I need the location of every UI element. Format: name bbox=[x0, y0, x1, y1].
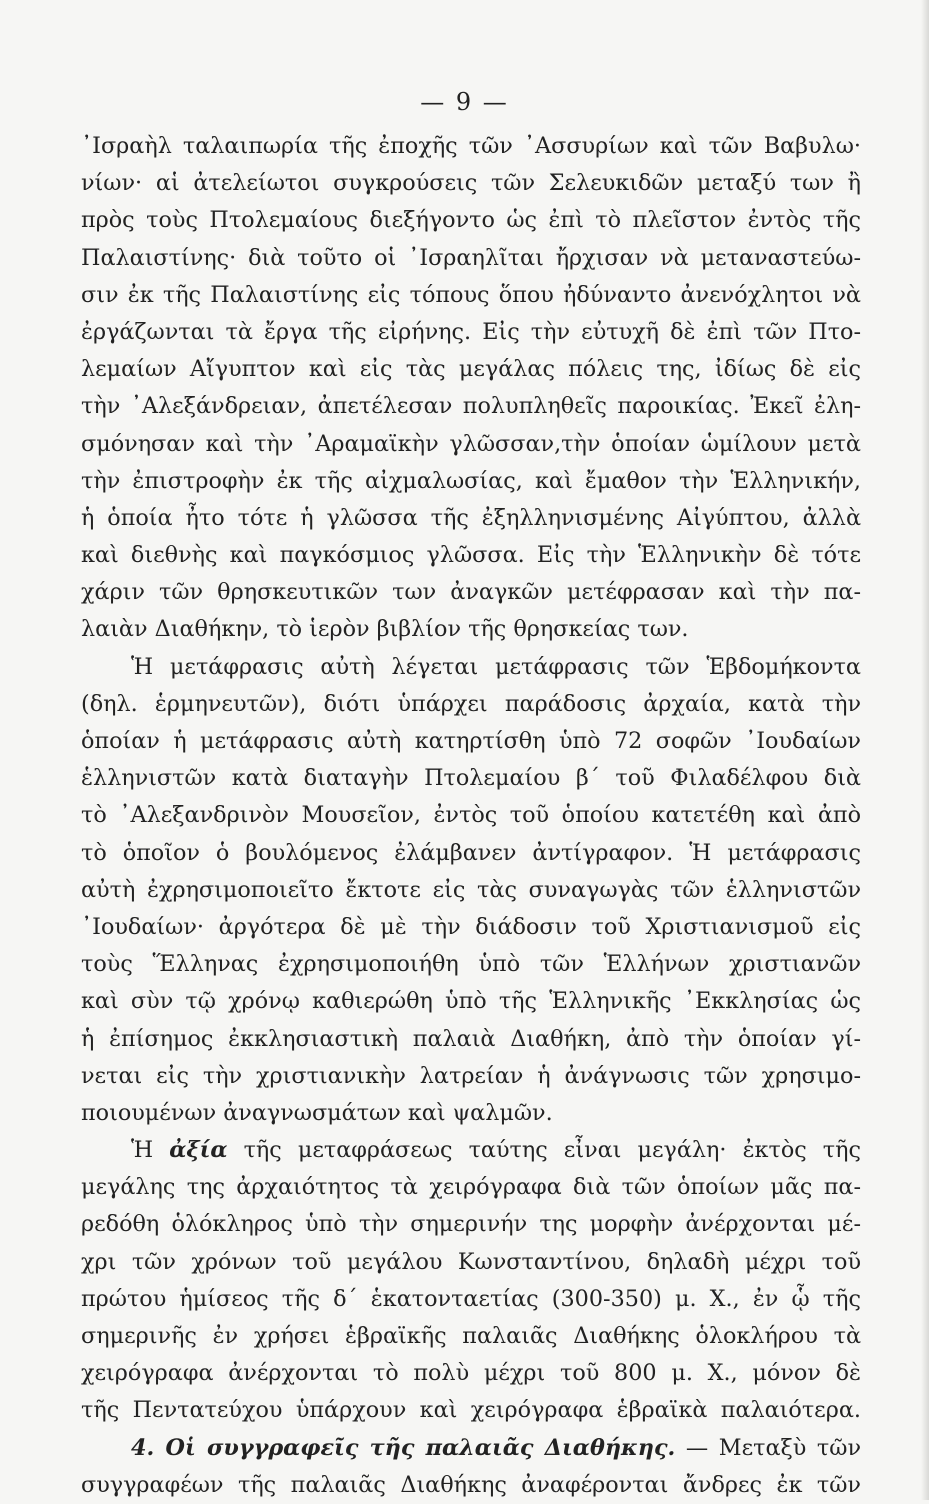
text-line: μεγάλης της ἀρχαιότητος τὰ χειρόγραφα διὰ τῶν ὁποίων μᾶς πα- bbox=[81, 1174, 861, 1201]
text-line: ρεδόθη ὁλόκληρος ὑπὸ τὴν σημερινήν της μορφὴν ἀνέρχονται μέ- bbox=[81, 1211, 861, 1238]
text-line: (δηλ. ἑρμηνευτῶν), διότι ὑπάρχει παράδοσις ἀρχαία, κατὰ τὴν bbox=[81, 690, 861, 717]
text-line: πρὸς τοὺς Πτολεμαίους διεξήγοντο ὡς ἐπὶ τὸ πλεῖστον ἐντὸς τῆς bbox=[81, 207, 861, 234]
text-line: νίων· αἱ ἀτελείωτοι συγκρούσεις τῶν Σελευκιδῶν μεταξύ των ἢ bbox=[81, 170, 861, 197]
text-line: Παλαιστίνης· διὰ τοῦτο οἱ ᾿Ισραηλῖται ἤρχισαν νὰ μεταναστεύω- bbox=[81, 244, 861, 271]
text-line: ᾿Ιουδαίων· ἀργότερα δὲ μὲ τὴν διάδοσιν τοῦ Χριστιανισμοῦ εἰς bbox=[81, 913, 861, 940]
text-line: πρώτου ἡμίσεος τῆς δ΄ ἑκατονταετίας (300-350) μ. Χ., ἐν ᾧ τῆς bbox=[81, 1285, 861, 1312]
text-line: σιν ἐκ τῆς Παλαιστίνης εἰς τόπους ὅπου ἠδύναντο ἀνενόχλητοι νὰ bbox=[81, 281, 861, 308]
text-line: τὸ ᾿Αλεξανδρινὸν Μουσεῖον, ἐντὸς τοῦ ὁποίου κατετέθη καὶ ἀπὸ bbox=[81, 802, 861, 829]
text-line: τὴν ἐπιστροφὴν ἐκ τῆς αἰχμαλωσίας, καὶ ἔμαθον τὴν Ἑλληνικήν, bbox=[81, 467, 861, 494]
paragraph-start: Ἡ bbox=[131, 1137, 154, 1164]
text-line: καὶ διεθνὴς καὶ παγκόσμιος γλῶσσα. Εἰς τὴν Ἑλληνικὴν δὲ τότε bbox=[81, 542, 861, 569]
emphasis-word: ἀξία bbox=[169, 1137, 228, 1164]
text-line: λαιὰν Διαθήκην, τὸ ἱερὸν βιβλίον τῆς θρησκείας των. bbox=[81, 616, 689, 643]
paragraph-start-rest: τῆς μεταφράσεως ταύτης εἶναι μεγάλη· ἐκτὸς τῆς bbox=[243, 1137, 861, 1164]
text-line: χειρόγραφα ἀνέρχονται τὸ πολὺ μέχρι τοῦ 800 μ. Χ., μόνον δὲ bbox=[81, 1360, 861, 1387]
text-line: ἡ ὁποία ἦτο τότε ἡ γλῶσσα τῆς ἐξηλληνισμένης Αἰγύπτου, ἀλλὰ bbox=[81, 504, 861, 531]
text-line: τὸ ὁποῖον ὁ βουλόμενος ἐλάμβανεν ἀντίγραφον. Ἡ μετάφρασις bbox=[81, 839, 861, 866]
text-line: Ἡ μετάφρασις αὐτὴ λέγεται μετάφρασις τῶν Ἑβδομήκοντα bbox=[131, 653, 861, 680]
text-line: λεμαίων Αἴγυπτον καὶ εἰς τὰς μεγάλας πόλεις της, ἰδίως δὲ εἰς bbox=[81, 356, 861, 383]
paragraph-start-line bbox=[81, 1132, 861, 1169]
text-line: ἡ ἐπίσημος ἐκκλησιαστικὴ παλαιὰ Διαθήκη, ἀπὸ τὴν ὁποίαν γί- bbox=[81, 1025, 861, 1052]
section-heading-rest: — Μεταξὺ τῶν bbox=[685, 1434, 861, 1461]
text-line: ᾿Ισραὴλ ταλαιπωρία τῆς ἐποχῆς τῶν ᾿Ασσυρίων καὶ τῶν Βαβυλω· bbox=[81, 133, 861, 159]
text-line: τὴν ᾿Αλεξάνδρειαν, ἀπετέλεσαν πολυπληθεῖς παροικίας. Ἐκεῖ ἐλη- bbox=[81, 393, 861, 420]
text-line: ὁποίαν ἡ μετάφρασις αὐτὴ κατηρτίσθη ὑπὸ 72 σοφῶν ᾿Ιουδαίων bbox=[81, 728, 861, 754]
page-edge bbox=[921, 0, 929, 1500]
text-line: ποιουμένων ἀναγνωσμάτων καὶ ψαλμῶν. bbox=[81, 1099, 553, 1126]
section-heading: 4. Οἱ συγγραφεῖς τῆς παλαιᾶς Διαθήκης. bbox=[131, 1434, 676, 1461]
text-line: συγγραφέων τῆς παλαιᾶς Διαθήκης ἀναφέρονται ἄνδρες ἐκ τῶν bbox=[81, 1471, 861, 1498]
page-number: — 9 — bbox=[420, 88, 509, 116]
text-line: ἐργάζωνται τὰ ἔργα τῆς εἰρήνης. Εἰς τὴν εὐτυχῆ δὲ ἐπὶ τῶν Πτο- bbox=[81, 318, 861, 345]
text-line: αὐτὴ ἐχρησιμοποιεῖτο ἔκτοτε εἰς τὰς συναγωγὰς τῶν ἑλληνιστῶν bbox=[81, 876, 861, 903]
text-line: τοὺς Ἕλληνας ἐχρησιμοποιήθη ὑπὸ τῶν Ἑλλήνων χριστιανῶν bbox=[81, 951, 861, 978]
text-line: καὶ σὺν τῷ χρόνῳ καθιερώθη ὑπὸ τῆς Ἑλληνικῆς ᾿Εκκλησίας ὡς bbox=[81, 988, 861, 1015]
body-text bbox=[81, 128, 861, 1504]
text-line: νεται εἰς τὴν χριστιανικὴν λατρείαν ἡ ἀνάγνωσις τῶν χρησιμο- bbox=[81, 1062, 861, 1089]
text-line: σημερινῆς ἐν χρήσει ἑβραϊκῆς παλαιᾶς Διαθήκης ὁλοκλήρου τὰ bbox=[81, 1323, 861, 1349]
text-line: χάριν τῶν θρησκευτικῶν των ἀναγκῶν μετέφρασαν καὶ τὴν πα- bbox=[81, 579, 861, 606]
text-line: ἑλληνιστῶν κατὰ διαταγὴν Πτολεμαίου β΄ τοῦ Φιλαδέλφου διὰ bbox=[81, 765, 861, 792]
text-line: σμόνησαν καὶ τὴν ᾿Αραμαϊκὴν γλῶσσαν,τὴν ὁποίαν ὡμίλουν μετὰ bbox=[81, 430, 861, 457]
text-line: τῆς Πεντατεύχου ὑπάρχουν καὶ χειρόγραφα ἑβραϊκὰ παλαιότερα. bbox=[81, 1397, 861, 1424]
text-line: χρι τῶν χρόνων τοῦ μεγάλου Κωνσταντίνου, δηλαδὴ μέχρι τοῦ bbox=[81, 1248, 861, 1275]
section-heading-line bbox=[81, 1430, 861, 1467]
